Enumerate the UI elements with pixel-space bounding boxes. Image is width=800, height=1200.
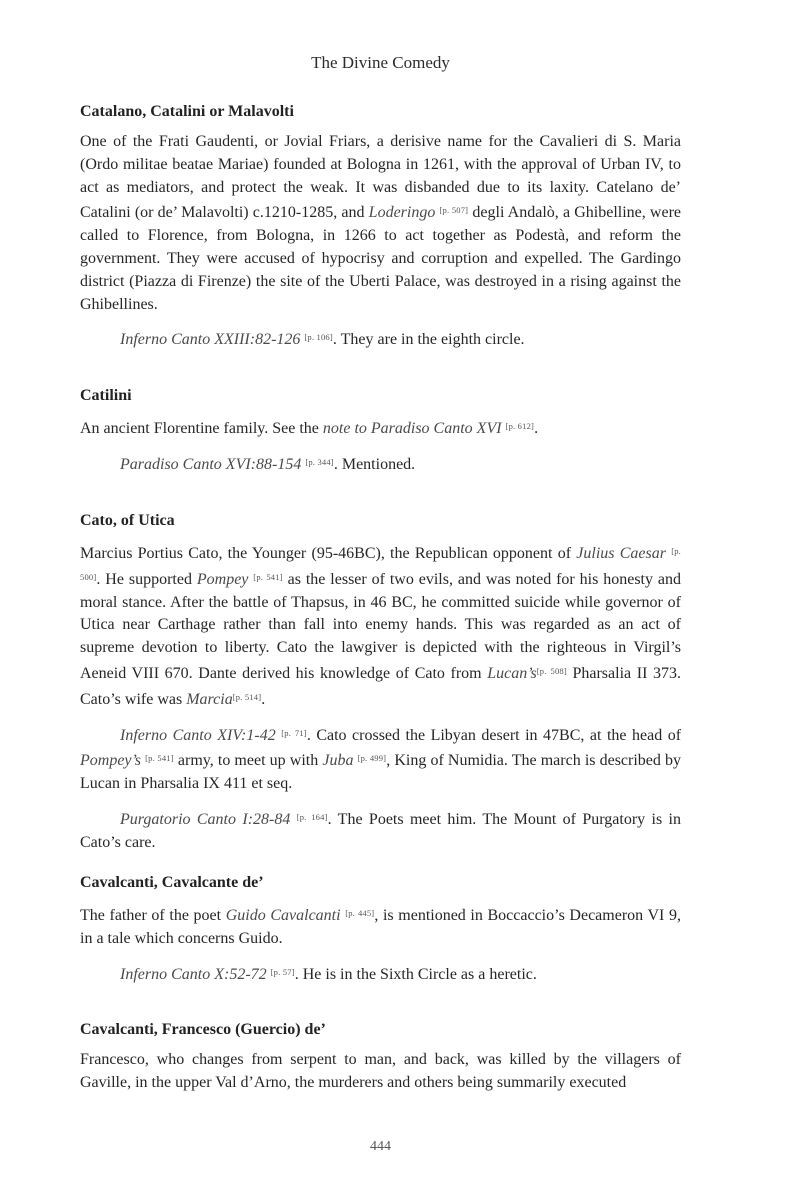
page-reference: [p. 57] bbox=[270, 966, 295, 977]
text-run: . He supported bbox=[96, 570, 197, 588]
cross-reference-link[interactable]: Pompey bbox=[196, 570, 249, 588]
entry-title: Cavalcanti, Francesco (Guercio) de’ bbox=[80, 1021, 326, 1038]
page-reference: [p. 164] bbox=[296, 811, 328, 822]
text-run: . bbox=[261, 690, 266, 708]
entry-title: Catalano, Catalini or Malavolti bbox=[80, 103, 294, 120]
cross-reference-link[interactable]: note to Paradiso Canto XVI bbox=[322, 420, 502, 437]
entry-cato bbox=[80, 510, 681, 855]
canto-reference bbox=[80, 451, 681, 477]
text-run: . Cato crossed the Libyan desert in 47BC, at the head of bbox=[306, 726, 682, 744]
page-number: 444 bbox=[370, 1139, 391, 1154]
text-run: An ancient Florentine family. See the bbox=[80, 420, 323, 437]
running-head: The Divine Comedy bbox=[311, 53, 450, 72]
cross-reference-link[interactable]: Marcia bbox=[186, 690, 233, 708]
page-reference: [p. 541] bbox=[145, 753, 174, 764]
entry-cavalcante bbox=[80, 872, 681, 986]
canto-link[interactable]: Paradiso Canto XVI:88-154 bbox=[120, 455, 302, 473]
entry-paragraph: Francesco, who changes from serpent to man, and back, was killed by the villagers of Gaville, in the upper Val d’Arno, the murderers and others being summarily executed bbox=[80, 1051, 681, 1091]
text-run: Pharsalia II 373. Cato’s wife was bbox=[80, 664, 682, 708]
canto-link[interactable]: Inferno Canto XXIII:82-126 bbox=[120, 331, 301, 349]
text-run: One of the Frati Gaudenti, or Jovial Friars, a derisive name for the Cavalieri di S. Maria (Ordo militae beatae Mariae) founded at Bologna in 1261, with the approval of Urban IV, to act as mediators, and protect the weak. It was disbanded due to its laxity. Catelano de’ Catalini (or de’ Malavolti) c.1210-1285, and bbox=[80, 133, 681, 222]
page-reference: [p. 508] bbox=[536, 665, 567, 676]
entry-title: Cato, of Utica bbox=[80, 512, 175, 529]
page-reference: [p. 499] bbox=[357, 753, 387, 764]
page-reference: [p. 541] bbox=[253, 571, 283, 582]
text-run: . The Poets meet him. The Mount of Purgatory is in Cato’s care. bbox=[80, 810, 682, 851]
page-reference: [p. 344] bbox=[305, 456, 334, 467]
entry-catilini bbox=[80, 385, 681, 477]
canto-reference bbox=[80, 722, 681, 796]
cross-reference-link[interactable]: Julius Caesar bbox=[576, 545, 666, 562]
entry-paragraph bbox=[80, 902, 681, 951]
cross-reference-link[interactable]: Pompey’s bbox=[80, 752, 142, 770]
text-run: , King of Numidia. The march is described by Lucan in Pharsalia IX 411 et seq. bbox=[80, 752, 682, 793]
cross-reference-link[interactable]: Loderingo bbox=[368, 204, 436, 222]
cross-reference-link[interactable]: Lucan’s bbox=[487, 664, 537, 682]
text-run: degli Andalò, a Ghibelline, were called to Florence, from Bologna, in 1266 to act together as Podestà, and reform the government. They were accused of hypocrisy and corruption and expelled. The Gardingo district (Piazza di Firenze) the site of the Uberti Palace, was destroyed in a rising against the Ghibellines. bbox=[80, 204, 682, 313]
text-run: , is mentioned in Boccaccio’s Decameron VI 9, in a tale which concerns Guido. bbox=[80, 907, 681, 947]
page-reference: [p. 106] bbox=[304, 332, 333, 343]
page-reference: [p. 445] bbox=[345, 908, 375, 918]
entry-francesco bbox=[80, 1019, 681, 1095]
cross-reference-link[interactable]: Guido Cavalcanti bbox=[225, 907, 341, 924]
page-reference: [p. 514] bbox=[232, 691, 262, 702]
page-reference: [p. 71] bbox=[281, 727, 307, 738]
text-run: Marcius Portius Cato, the Younger (95-46BC), the Republican opponent of bbox=[80, 545, 577, 562]
entry-title: Catilini bbox=[80, 387, 132, 404]
text-run: army, to meet up with bbox=[173, 752, 323, 770]
entry-paragraph bbox=[80, 540, 681, 712]
page-reference: [p. 507] bbox=[439, 205, 469, 216]
canto-reference bbox=[80, 326, 681, 352]
text-run: . Mentioned. bbox=[333, 455, 416, 473]
entry-paragraph bbox=[80, 415, 681, 441]
entry-catalano bbox=[80, 101, 681, 352]
page-reference: [p. 612] bbox=[505, 421, 535, 431]
canto-reference bbox=[80, 806, 681, 855]
canto-link[interactable]: Purgatorio Canto I:28-84 bbox=[120, 810, 291, 828]
text-run: . They are in the eighth circle. bbox=[332, 331, 525, 349]
text-run: The father of the poet bbox=[80, 907, 226, 924]
canto-link[interactable]: Inferno Canto X:52-72 bbox=[120, 965, 267, 983]
canto-reference bbox=[80, 961, 681, 987]
text-run: as the lesser of two evils, and was noted for his honesty and moral stance. After the battle of Thapsus, in 46 BC, he committed suicide while governor of Utica near Carthage rather than fall into enemy hands. This was regarded as an act of supreme devotion to liberty. Cato the lawgiver is depicted with the righteous in Virgil’s Aeneid VIII 670. Dante derived his knowledge of Cato from bbox=[80, 570, 682, 682]
entry-paragraph bbox=[80, 131, 681, 316]
page-reference: [p. 500] bbox=[80, 546, 681, 582]
canto-link[interactable]: Inferno Canto XIV:1-42 bbox=[120, 726, 276, 744]
entry-title: Cavalcanti, Cavalcante de’ bbox=[80, 874, 264, 891]
cross-reference-link[interactable]: Juba bbox=[322, 752, 354, 770]
text-run: . He is in the Sixth Circle as a heretic. bbox=[294, 965, 537, 983]
text-run: . bbox=[534, 420, 539, 437]
